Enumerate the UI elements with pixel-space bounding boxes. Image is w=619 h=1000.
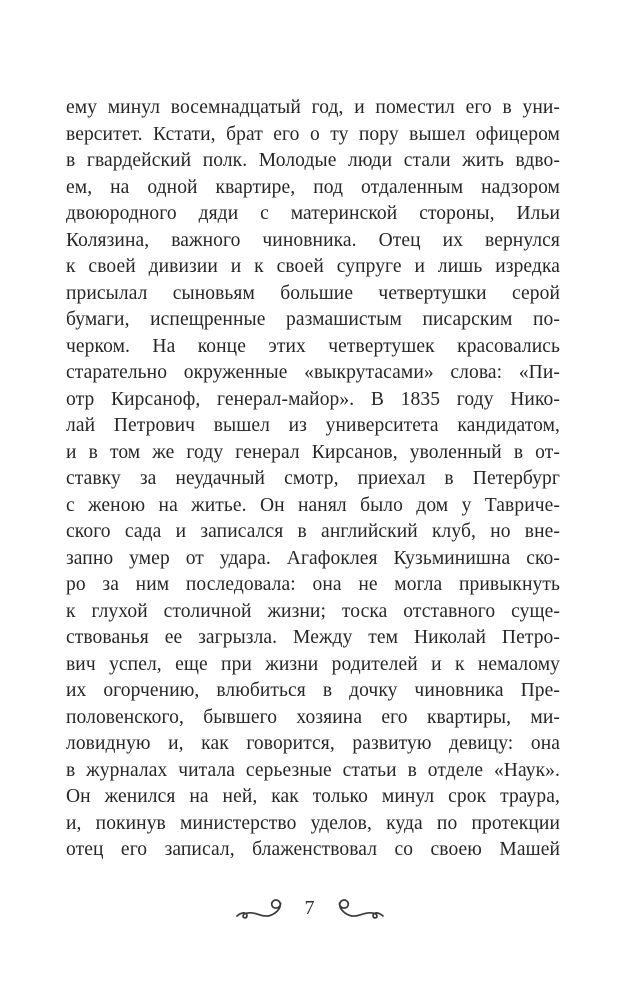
- text-line: ставку за неудачный смотр, приехал в Петербург: [66, 468, 560, 489]
- text-line: ского сада и записался в английский клуб, но вне-: [66, 521, 560, 542]
- page-footer: [0, 894, 619, 924]
- text-line: запно умер от удара. Агафоклея Кузьминишна ско-: [66, 547, 560, 569]
- text-line: отр Кирсаноф, генерал-майор». В 1835 году Нико-: [66, 388, 560, 410]
- text-line: черком. На конце этих четвертушек красовались: [66, 335, 560, 357]
- text-line: ем, на одной квартире, под отдаленным надзором: [66, 176, 560, 198]
- text-line: половенского, бывшего хозяина его квартиры, ми-: [66, 706, 560, 728]
- text-line: ствованья ее загрызла. Между тем Николай Петро-: [66, 627, 560, 648]
- text-line: ему минул восемнадцатый год, и поместил его в уни-: [66, 97, 560, 118]
- text-line: верситет. Кстати, брат его о ту пору вышел офицером: [66, 123, 560, 145]
- text-line: с женою на житье. Он нанял было дом у Тавриче-: [66, 494, 560, 516]
- text-line: и, покинув министерство уделов, куда по протекции: [66, 812, 560, 834]
- text-line: ро за ним последовала: она не могла привыкнуть: [66, 574, 560, 595]
- text-line: в журналах читала серьезные статьи в отделе «Наук».: [66, 759, 560, 781]
- text-line: в гвардейский полк. Молодые люди стали жить вдво-: [66, 150, 560, 171]
- text-line: лай Петрович вышел из университета кандидатом,: [66, 415, 560, 436]
- text-line: вич успел, еще при жизни родителей и к немалому: [66, 653, 560, 675]
- text-line: двоюродного дяди с материнской стороны, Ильи: [66, 203, 560, 224]
- swirl-ornament-right-icon: [326, 897, 384, 921]
- text-line: бумаги, испещренные размашистым писарским по-: [66, 309, 560, 330]
- text-line: и в том же году генерал Кирсанов, уволенный в от-: [66, 441, 560, 463]
- text-line: присылал сыновьям большие четвертушки серой: [66, 282, 560, 304]
- text-line: ловидную и, как говорится, развитую девицу: она: [66, 733, 560, 754]
- text-line: к глухой столичной жизни; тоска отставного суще-: [66, 600, 560, 622]
- text-line: старательно окруженные «выкрутасами» слова: «Пи-: [66, 362, 560, 383]
- swirl-ornament-left-icon: [236, 897, 294, 921]
- text-line: Колязина, важного чиновника. Отец их вернулся: [66, 229, 560, 251]
- text-line: к своей дивизии и к своей супруге и лишь изредка: [66, 256, 560, 277]
- body-text: [66, 95, 560, 864]
- page-number: 7: [304, 897, 315, 919]
- text-line: их огорчению, влюбиться в дочку чиновника Пре-: [66, 680, 560, 701]
- text-line: отец его записал, блаженствовал со своею Машей: [66, 839, 560, 860]
- text-line: Он женился на ней, как только минул срок траура,: [66, 786, 560, 807]
